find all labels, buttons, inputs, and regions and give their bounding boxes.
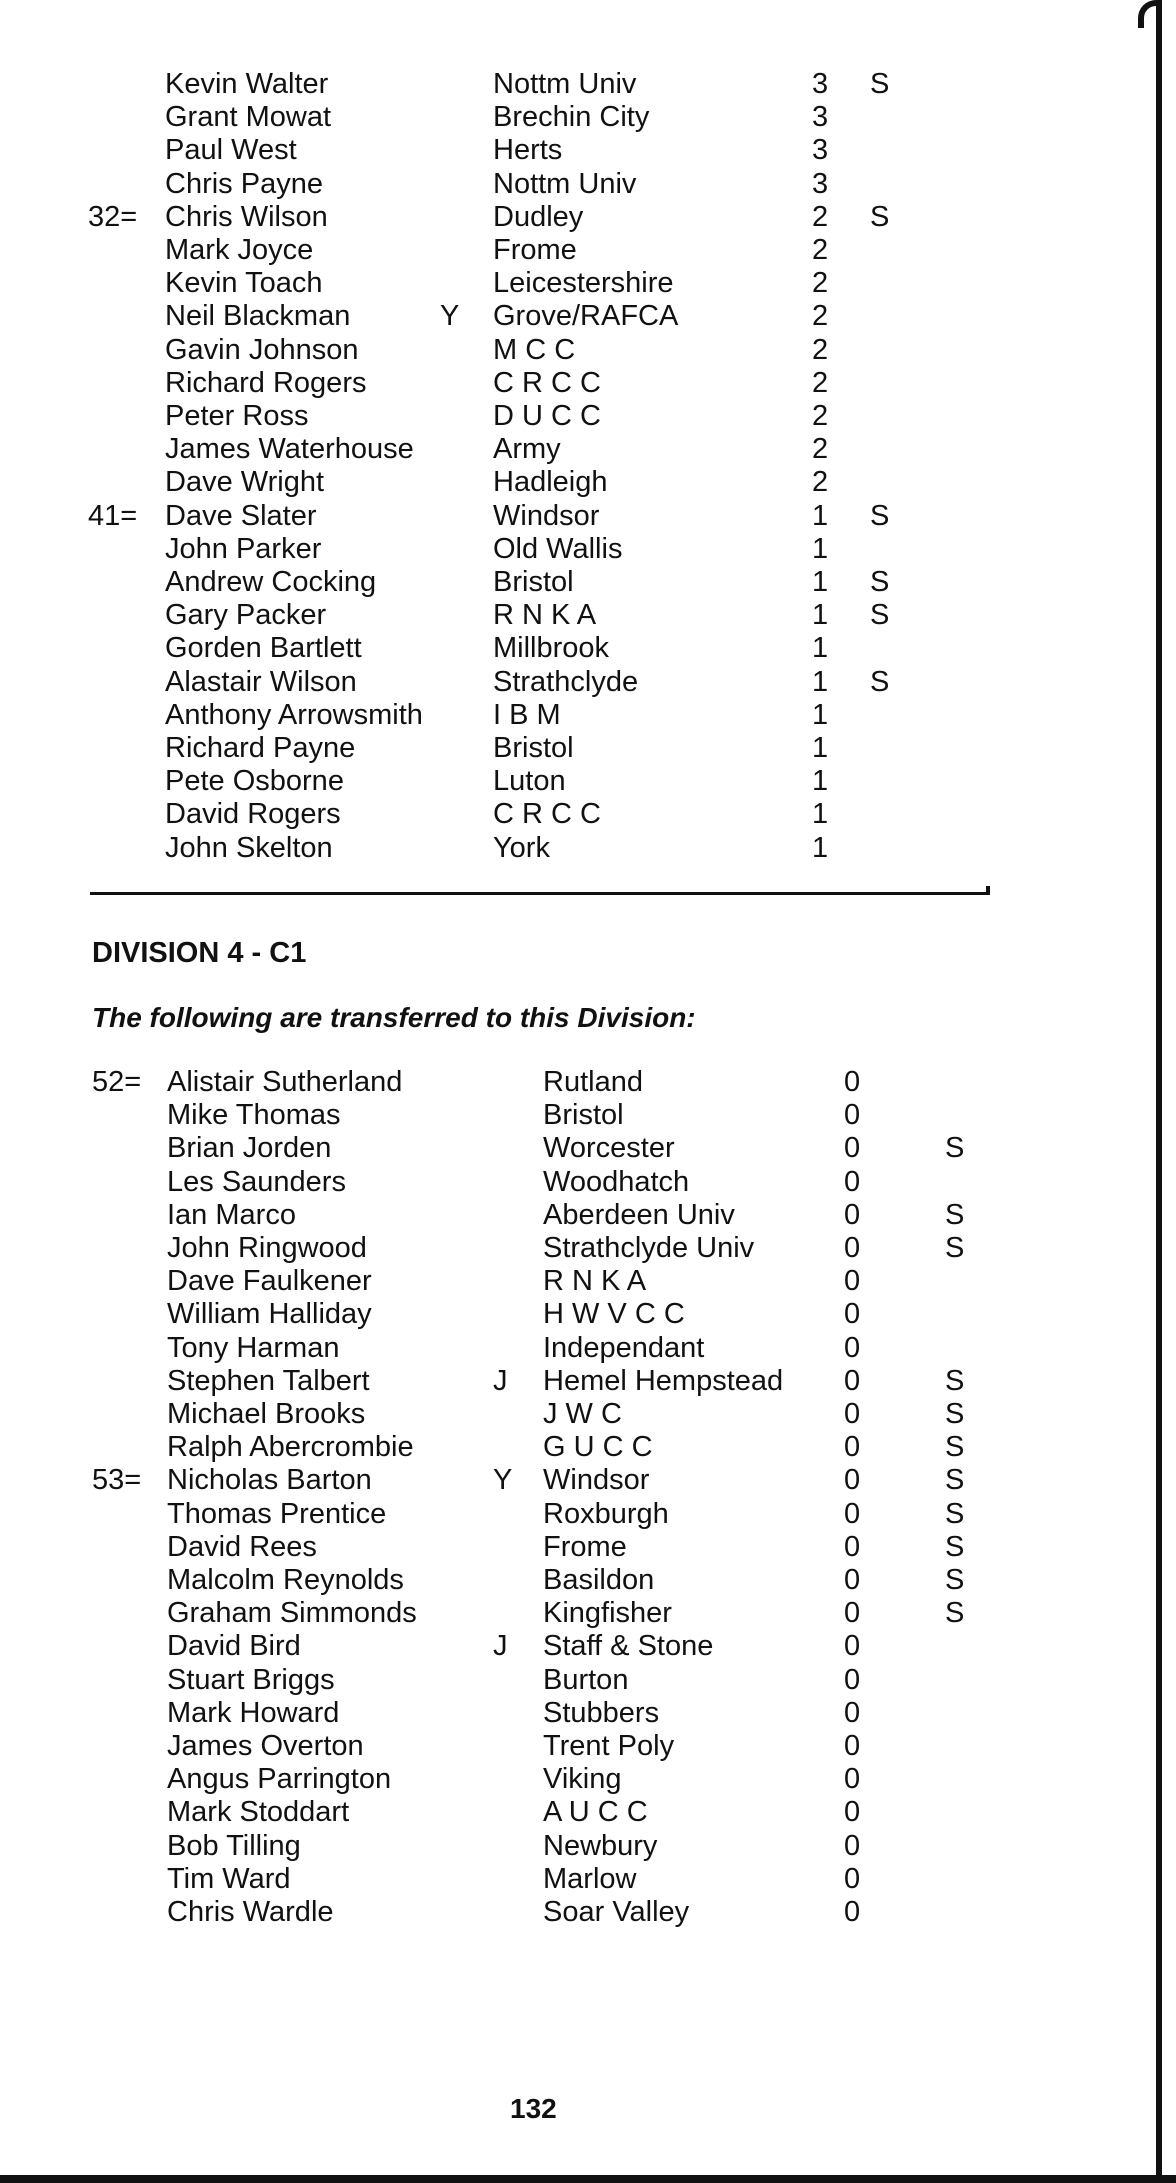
- club-name: J W C: [543, 1398, 622, 1430]
- player-name: Dave Faulkener: [167, 1265, 372, 1298]
- player-name: Paul West: [165, 134, 297, 167]
- table-row: [0, 300, 1176, 333]
- score-cell: 0: [844, 1530, 861, 1563]
- player-flag: Y: [493, 1464, 513, 1497]
- mark-cell: S: [870, 499, 890, 532]
- score-cell: 2: [812, 267, 829, 300]
- score-cell: 0: [844, 1663, 861, 1696]
- player-name: Malcolm Reynolds: [167, 1564, 404, 1596]
- club-name: Leicestershire: [493, 267, 674, 300]
- table-row: [0, 1564, 1176, 1597]
- table-row: [0, 765, 1176, 798]
- table-row: [0, 201, 1176, 234]
- player-name: Stephen Talbert: [167, 1364, 370, 1397]
- table-row: [0, 1498, 1176, 1531]
- mark-cell: S: [945, 1364, 965, 1397]
- club-name: Herts: [493, 134, 563, 167]
- score-cell: 0: [844, 1597, 861, 1630]
- division-heading: DIVISION 4 - C1: [92, 937, 307, 969]
- table-row: [0, 134, 1176, 167]
- score-cell: 0: [844, 1696, 861, 1729]
- score-cell: 0: [844, 1763, 861, 1796]
- club-name: Strathclyde Univ: [543, 1232, 755, 1264]
- score-cell: 0: [844, 1564, 861, 1596]
- table-row: [0, 1066, 1176, 1099]
- player-name: John Ringwood: [167, 1232, 367, 1264]
- club-name: Independant: [543, 1331, 705, 1364]
- score-cell: 1: [812, 632, 829, 665]
- player-name: Michael Brooks: [167, 1398, 366, 1430]
- player-name: Grant Mowat: [165, 101, 331, 134]
- club-name: C R C C: [493, 798, 601, 831]
- mark-cell: S: [945, 1597, 965, 1630]
- mark-cell: S: [870, 665, 890, 698]
- table-row: [0, 168, 1176, 201]
- table-row: [0, 1232, 1176, 1265]
- player-name: James Overton: [167, 1730, 364, 1762]
- score-cell: 2: [812, 400, 829, 432]
- score-cell: 0: [844, 1829, 861, 1862]
- club-name: I B M: [493, 698, 561, 731]
- player-name: James Waterhouse: [165, 433, 414, 466]
- table-row: [0, 1664, 1176, 1697]
- table-row: [0, 1332, 1176, 1365]
- page-edge-corner: [1138, 0, 1162, 28]
- division-subheading: The following are transferred to this Division:: [92, 1002, 696, 1033]
- player-name: Ralph Abercrombie: [167, 1431, 414, 1464]
- player-name: Chris Payne: [165, 167, 323, 200]
- club-name: M C C: [493, 333, 576, 366]
- table-row: [0, 699, 1176, 732]
- club-name: H W V C C: [543, 1298, 685, 1331]
- mark-cell: S: [945, 1497, 965, 1530]
- score-cell: 0: [844, 1331, 861, 1364]
- score-cell: 2: [812, 200, 829, 233]
- player-name: Alistair Sutherland: [167, 1066, 403, 1098]
- player-name: Mark Stoddart: [167, 1796, 350, 1829]
- table-row: [0, 599, 1176, 632]
- score-cell: 2: [812, 333, 829, 366]
- mark-cell: S: [945, 1530, 965, 1563]
- player-name: Tim Ward: [167, 1862, 291, 1895]
- player-name: Ian Marco: [167, 1198, 296, 1231]
- player-name: Dave Wright: [165, 466, 325, 499]
- score-cell: 0: [844, 1165, 861, 1198]
- player-name: Peter Ross: [165, 400, 309, 432]
- club-name: Newbury: [543, 1829, 658, 1862]
- club-name: Marlow: [543, 1862, 637, 1895]
- club-name: Frome: [543, 1530, 627, 1563]
- table-row: [0, 1830, 1176, 1863]
- score-cell: 0: [844, 1298, 861, 1331]
- club-name: Viking: [543, 1763, 622, 1796]
- table-row: [0, 1630, 1176, 1663]
- player-name: Gary Packer: [165, 599, 327, 632]
- club-name: Bristol: [543, 1099, 624, 1132]
- club-name: Basildon: [543, 1564, 655, 1596]
- table-row: [0, 1697, 1176, 1730]
- score-cell: 0: [844, 1364, 861, 1397]
- player-name: Brian Jorden: [167, 1132, 332, 1165]
- score-cell: 0: [844, 1198, 861, 1231]
- player-name: Kevin Walter: [165, 68, 329, 100]
- player-name: Chris Wardle: [167, 1896, 334, 1928]
- player-name: Nicholas Barton: [167, 1464, 372, 1497]
- club-name: Dudley: [493, 200, 584, 233]
- club-name: Stubbers: [543, 1696, 660, 1729]
- club-name: Old Wallis: [493, 532, 623, 565]
- score-cell: 1: [812, 599, 829, 632]
- club-name: Brechin City: [493, 101, 650, 134]
- score-cell: 1: [812, 698, 829, 731]
- club-name: Soar Valley: [543, 1896, 690, 1928]
- table-row: [0, 1132, 1176, 1165]
- rank-cell: 53=: [92, 1464, 142, 1497]
- player-name: Les Saunders: [167, 1165, 346, 1198]
- table-row: [0, 1597, 1176, 1630]
- mark-cell: S: [945, 1431, 965, 1464]
- club-name: G U C C: [543, 1431, 653, 1464]
- player-flag: Y: [440, 300, 460, 333]
- club-name: Millbrook: [493, 632, 610, 665]
- score-cell: 2: [812, 234, 829, 266]
- mark-cell: S: [945, 1198, 965, 1231]
- score-cell: 1: [812, 532, 829, 565]
- player-name: Alastair Wilson: [165, 665, 357, 698]
- score-cell: 2: [812, 366, 829, 399]
- mark-cell: S: [870, 68, 890, 100]
- rank-cell: 52=: [92, 1066, 142, 1098]
- club-name: Windsor: [543, 1464, 650, 1497]
- table-row: [0, 1464, 1176, 1497]
- table-row: [0, 732, 1176, 765]
- table-row: [0, 267, 1176, 300]
- score-cell: 0: [844, 1099, 861, 1132]
- club-name: R N K A: [543, 1265, 647, 1298]
- table-row: [0, 1099, 1176, 1132]
- club-name: A U C C: [543, 1796, 648, 1829]
- club-name: R N K A: [493, 599, 597, 632]
- player-name: Gavin Johnson: [165, 333, 359, 366]
- score-cell: 2: [812, 300, 829, 333]
- player-name: Gorden Bartlett: [165, 632, 362, 665]
- club-name: Bristol: [493, 566, 574, 598]
- table-row: [0, 466, 1176, 499]
- score-cell: 0: [844, 1431, 861, 1464]
- player-name: Graham Simmonds: [167, 1597, 417, 1630]
- section-divider-tick: [986, 886, 990, 895]
- player-name: Chris Wilson: [165, 200, 328, 233]
- mark-cell: S: [945, 1398, 965, 1430]
- player-name: Richard Rogers: [165, 366, 367, 399]
- score-cell: 0: [844, 1862, 861, 1895]
- player-name: Tony Harman: [167, 1331, 340, 1364]
- player-flag: J: [493, 1630, 508, 1663]
- player-name: Dave Slater: [165, 499, 317, 532]
- mark-cell: S: [945, 1464, 965, 1497]
- score-cell: 0: [844, 1630, 861, 1663]
- player-flag: J: [493, 1364, 508, 1397]
- score-cell: 3: [812, 134, 829, 167]
- table-row: [0, 367, 1176, 400]
- score-cell: 0: [844, 1398, 861, 1430]
- score-cell: 0: [844, 1265, 861, 1298]
- table-row: [0, 500, 1176, 533]
- table-row: [0, 1166, 1176, 1199]
- score-cell: 0: [844, 1730, 861, 1762]
- table-row: [0, 1398, 1176, 1431]
- player-name: Mark Howard: [167, 1696, 340, 1729]
- club-name: Rutland: [543, 1066, 643, 1098]
- club-name: Worcester: [543, 1132, 675, 1165]
- club-name: Army: [493, 433, 561, 466]
- player-name: David Bird: [167, 1630, 301, 1663]
- club-name: C R C C: [493, 366, 601, 399]
- table-row: [0, 1531, 1176, 1564]
- club-name: Hemel Hempstead: [543, 1364, 784, 1397]
- club-name: Hadleigh: [493, 466, 608, 499]
- club-name: Staff & Stone: [543, 1630, 714, 1663]
- table-row: [0, 566, 1176, 599]
- player-name: Anthony Arrowsmith: [165, 698, 423, 731]
- player-name: Mike Thomas: [167, 1099, 341, 1132]
- rank-cell: 32=: [88, 200, 138, 233]
- score-cell: 0: [844, 1896, 861, 1928]
- table-row: [0, 433, 1176, 466]
- player-name: David Rees: [167, 1530, 317, 1563]
- player-name: John Parker: [165, 532, 322, 565]
- player-name: Neil Blackman: [165, 300, 351, 333]
- score-cell: 2: [812, 466, 829, 499]
- score-cell: 1: [812, 566, 829, 598]
- table-row: [0, 334, 1176, 367]
- club-name: Aberdeen Univ: [543, 1198, 735, 1231]
- table-row: [0, 1298, 1176, 1331]
- page-number: 132: [510, 2093, 557, 2124]
- player-name: Mark Joyce: [165, 234, 314, 266]
- table-row: [0, 1431, 1176, 1464]
- score-cell: 1: [812, 499, 829, 532]
- score-cell: 1: [812, 831, 829, 864]
- rank-cell: 41=: [88, 499, 138, 532]
- table-row: [0, 632, 1176, 665]
- club-name: Trent Poly: [543, 1730, 675, 1762]
- player-name: Andrew Cocking: [165, 566, 377, 598]
- mark-cell: S: [870, 200, 890, 233]
- table-row: [0, 832, 1176, 865]
- player-name: Bob Tilling: [167, 1829, 301, 1862]
- club-name: D U C C: [493, 400, 601, 432]
- table-row: [0, 1863, 1176, 1896]
- score-cell: 3: [812, 68, 829, 100]
- club-name: Bristol: [493, 732, 574, 764]
- score-cell: 0: [844, 1232, 861, 1264]
- section-divider: [90, 892, 990, 895]
- mark-cell: S: [945, 1564, 965, 1596]
- table-row: [0, 1730, 1176, 1763]
- mark-cell: S: [870, 599, 890, 632]
- mark-cell: S: [945, 1132, 965, 1165]
- table-row: [0, 1896, 1176, 1929]
- score-cell: 0: [844, 1497, 861, 1530]
- table-row: [0, 798, 1176, 831]
- club-name: Nottm Univ: [493, 68, 637, 100]
- table-row: [0, 533, 1176, 566]
- score-cell: 0: [844, 1464, 861, 1497]
- score-cell: 0: [844, 1132, 861, 1165]
- score-cell: 2: [812, 433, 829, 466]
- club-name: Roxburgh: [543, 1497, 669, 1530]
- club-name: Strathclyde: [493, 665, 639, 698]
- club-name: Luton: [493, 765, 566, 798]
- score-cell: 1: [812, 765, 829, 798]
- club-name: Nottm Univ: [493, 167, 637, 200]
- table-row: [0, 1199, 1176, 1232]
- score-cell: 3: [812, 101, 829, 134]
- table-row: [0, 400, 1176, 433]
- table-row: [0, 101, 1176, 134]
- player-name: Kevin Toach: [165, 267, 323, 300]
- table-row: [0, 234, 1176, 267]
- score-cell: 1: [812, 732, 829, 764]
- score-cell: 0: [844, 1796, 861, 1829]
- player-name: Pete Osborne: [165, 765, 344, 798]
- score-cell: 1: [812, 798, 829, 831]
- score-cell: 1: [812, 665, 829, 698]
- table-row: [0, 1763, 1176, 1796]
- player-name: David Rogers: [165, 798, 341, 831]
- club-name: Burton: [543, 1663, 629, 1696]
- player-name: Angus Parrington: [167, 1763, 392, 1796]
- table-row: [0, 1365, 1176, 1398]
- club-name: York: [493, 831, 550, 864]
- score-cell: 0: [844, 1066, 861, 1098]
- player-name: Thomas Prentice: [167, 1497, 387, 1530]
- club-name: Windsor: [493, 499, 600, 532]
- player-name: Stuart Briggs: [167, 1663, 335, 1696]
- club-name: Frome: [493, 234, 577, 266]
- player-name: John Skelton: [165, 831, 333, 864]
- club-name: Kingfisher: [543, 1597, 672, 1630]
- table-row: [0, 1265, 1176, 1298]
- club-name: Grove/RAFCA: [493, 300, 679, 333]
- player-name: Richard Payne: [165, 732, 356, 764]
- table-row: [0, 1796, 1176, 1829]
- table-row: [0, 68, 1176, 101]
- player-name: William Halliday: [167, 1298, 372, 1331]
- club-name: Woodhatch: [543, 1165, 690, 1198]
- mark-cell: S: [870, 566, 890, 598]
- mark-cell: S: [945, 1232, 965, 1264]
- score-cell: 3: [812, 167, 829, 200]
- page-edge-bottom: [0, 2175, 1176, 2183]
- table-row: [0, 666, 1176, 699]
